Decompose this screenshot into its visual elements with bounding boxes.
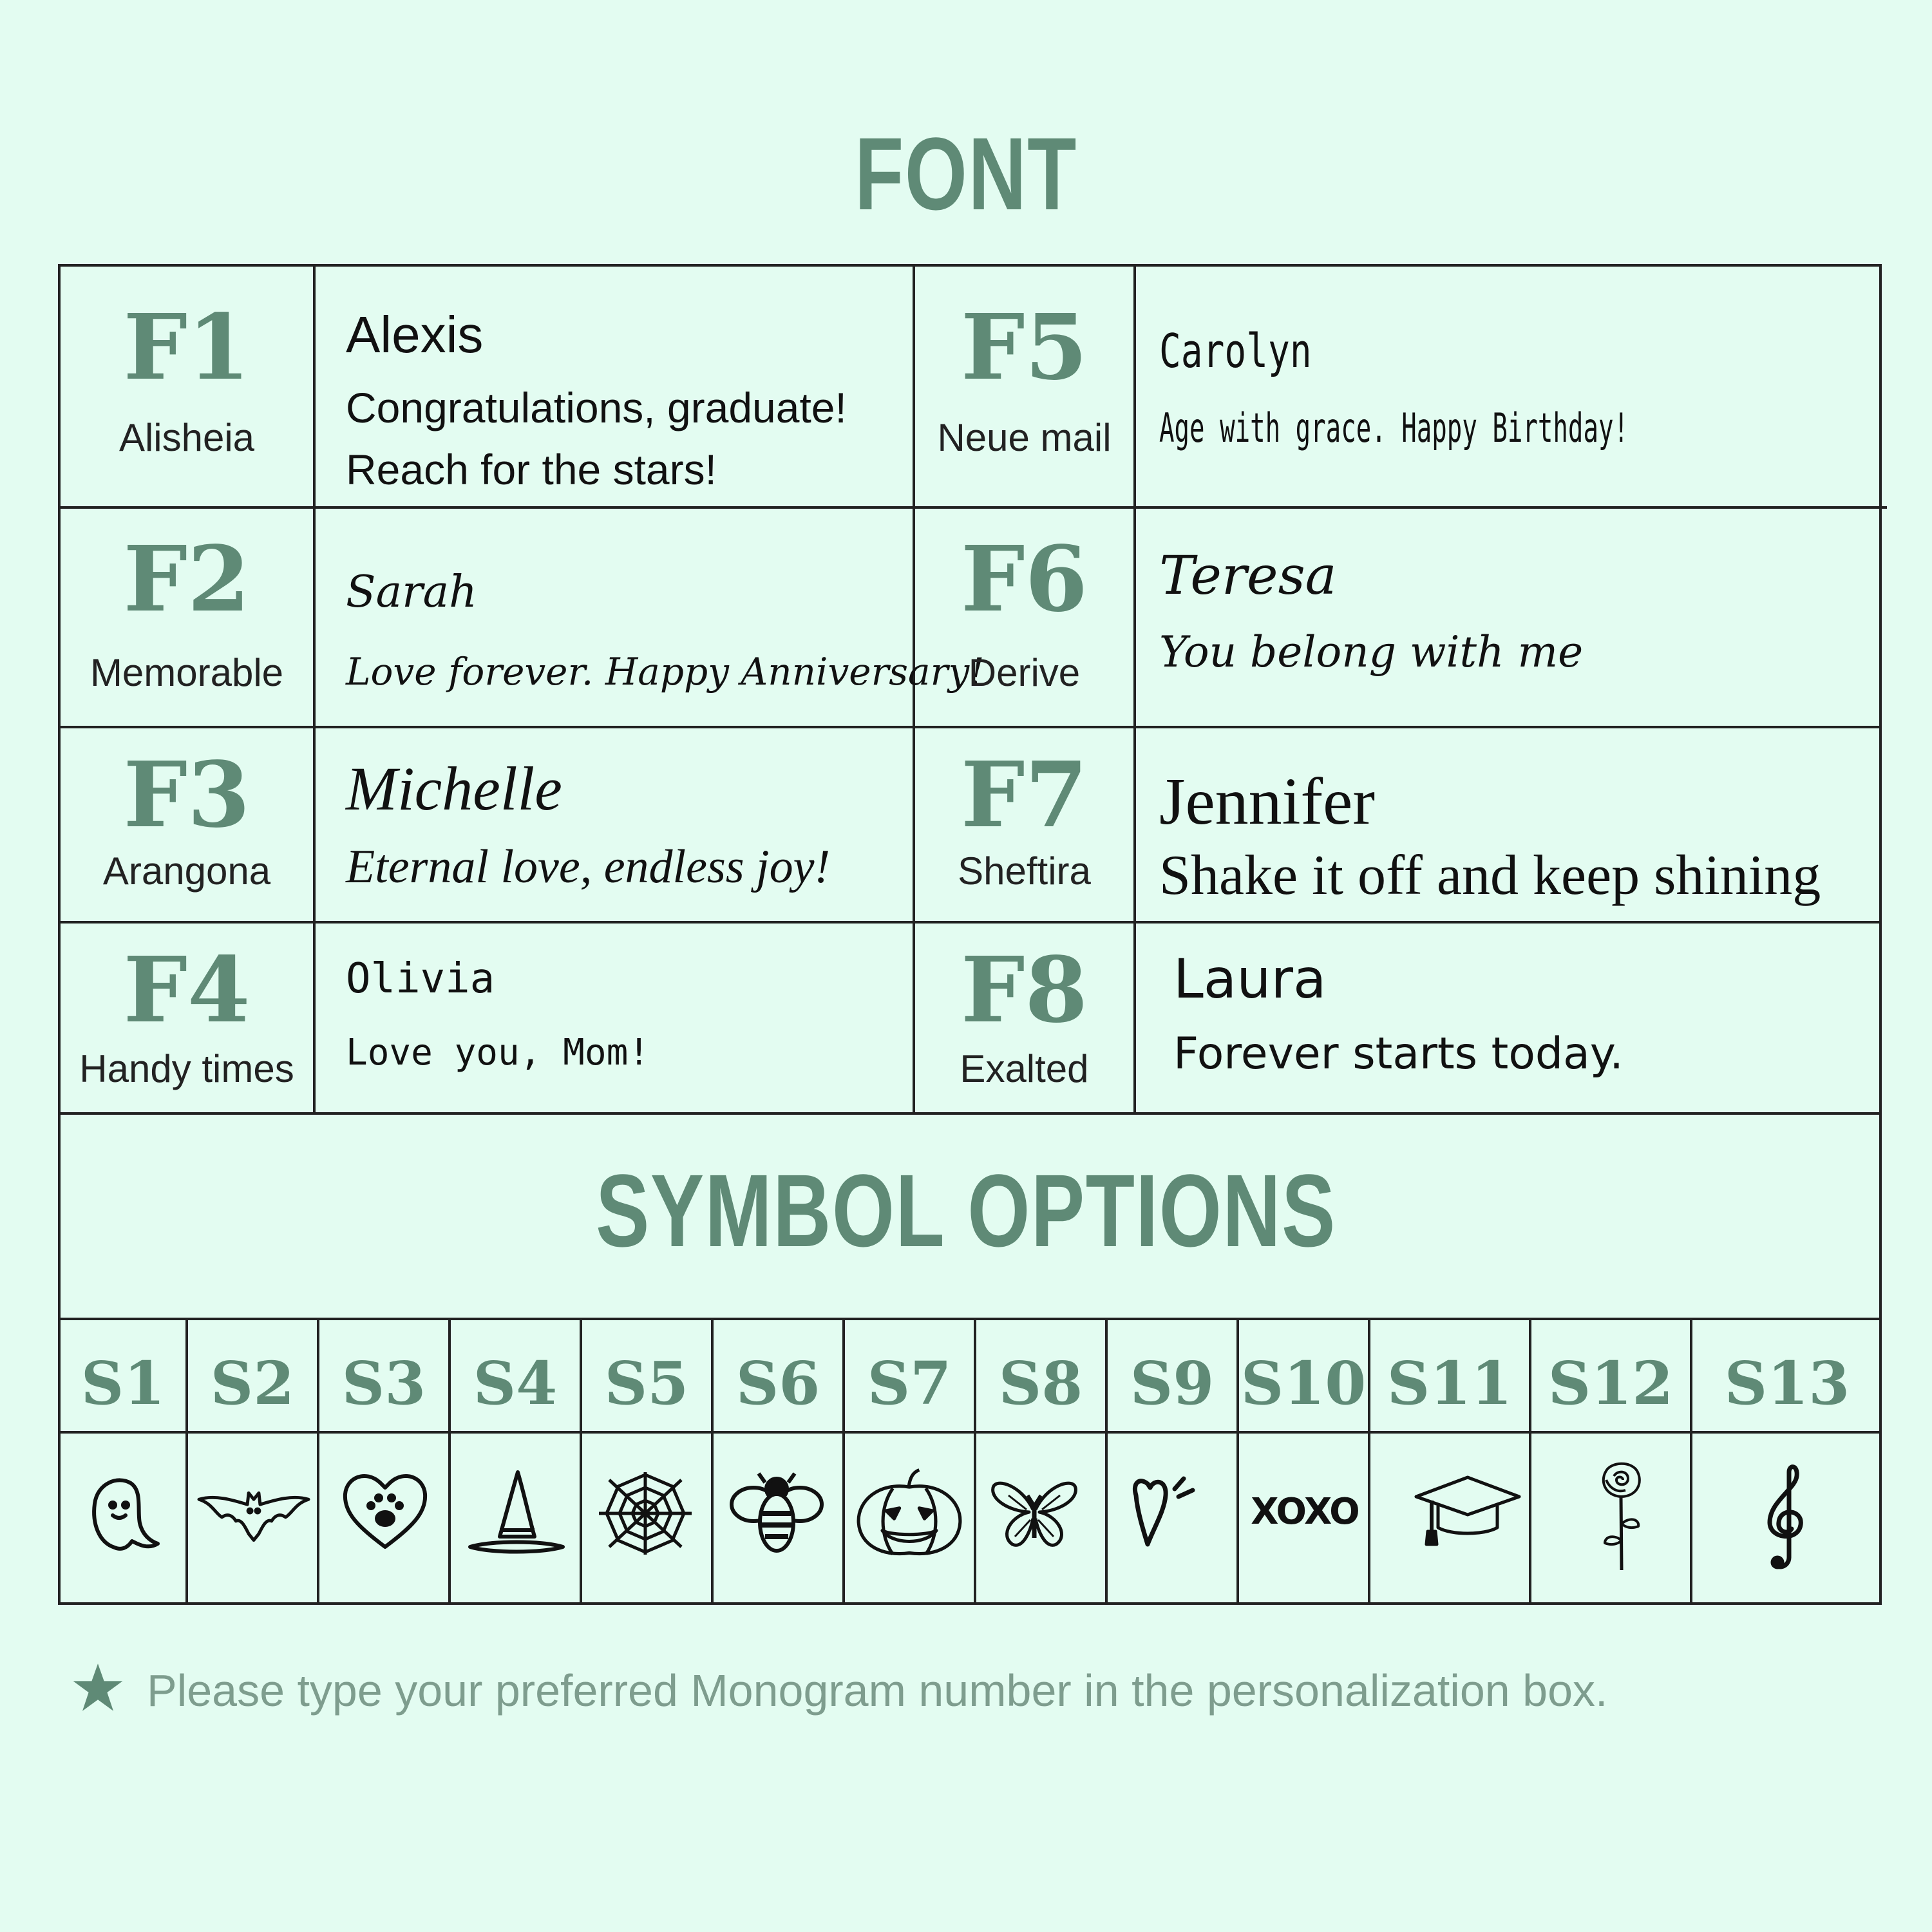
font-sample-line: Carolyn — [1159, 324, 1312, 378]
symbol-code: S5 — [604, 1349, 689, 1418]
row-divider — [58, 726, 1882, 728]
font-name: Arangona — [102, 849, 271, 893]
row-divider — [58, 921, 1882, 923]
font-sample-line: Congratulations, graduate! — [346, 384, 847, 431]
font-name: Neue mail — [937, 416, 1112, 459]
font-sample-line: Age with grace. Happy Birthday! — [1159, 404, 1629, 451]
ghost-icon — [84, 1472, 164, 1555]
font-name: Alisheia — [118, 416, 255, 459]
symbol-code: S3 — [341, 1349, 426, 1418]
witch-hat-icon — [465, 1468, 568, 1558]
font-name: Memorable — [90, 651, 284, 694]
row-divider — [58, 506, 1887, 509]
font-sample-line: Laura — [1173, 947, 1327, 1010]
symbol-code: S11 — [1387, 1349, 1513, 1418]
font-code: F4 — [123, 938, 251, 1043]
font-sample-line: Michelle — [346, 754, 562, 823]
star-icon — [72, 1662, 124, 1713]
symbol-code: S10 — [1240, 1349, 1367, 1418]
row-divider — [58, 1318, 1882, 1320]
font-sample-line: Love forever. Happy Anniversary! — [346, 650, 985, 694]
xoxo-icon: XOXO — [1251, 1491, 1359, 1533]
font-sample-line: Sarah — [346, 567, 477, 618]
butterfly-icon — [989, 1473, 1079, 1553]
symbol-code: S1 — [80, 1349, 166, 1418]
row-divider — [58, 1431, 1882, 1434]
font-sample-line: Forever starts today. — [1173, 1028, 1624, 1079]
font-code: F7 — [961, 743, 1088, 848]
font-code: F3 — [123, 743, 251, 848]
font-code: F2 — [123, 527, 251, 632]
bat-icon — [196, 1481, 311, 1546]
treble-clef-icon — [1759, 1461, 1814, 1577]
font-name: Sheftira — [958, 849, 1091, 893]
rose-icon — [1592, 1457, 1650, 1573]
col-divider — [1133, 264, 1136, 1113]
symbol-code: S8 — [998, 1349, 1083, 1418]
spider-web-icon — [594, 1468, 697, 1558]
font-name: Exalted — [960, 1047, 1089, 1090]
symbol-code: S9 — [1130, 1349, 1215, 1418]
font-code: F1 — [123, 295, 251, 401]
font-code: F6 — [961, 527, 1088, 632]
symbol-code: S2 — [210, 1349, 295, 1418]
font-sample-line: Teresa — [1159, 545, 1337, 607]
bee-icon — [725, 1468, 828, 1558]
font-sample-line: You belong with me — [1159, 627, 1584, 677]
symbol-code: S13 — [1724, 1349, 1850, 1418]
font-sample-line: Alexis — [346, 306, 484, 363]
col-divider — [313, 264, 316, 1113]
font-sample-line: Olivia — [346, 955, 495, 1003]
font-sample-line: Eternal love, endless joy! — [346, 840, 831, 893]
symbol-section-title: SYMBOL OPTIONS — [596, 1153, 1336, 1268]
footer-note: Please type your preferred Monogram number in the personalization box. — [147, 1665, 1608, 1716]
symbol-code: S7 — [867, 1349, 952, 1418]
heart-doodle-icon — [1128, 1470, 1199, 1553]
symbol-code: S4 — [473, 1349, 558, 1418]
pumpkin-icon — [853, 1467, 965, 1560]
symbol-code: S12 — [1548, 1349, 1674, 1418]
font-name: Derive — [968, 651, 1081, 694]
symbol-code: S6 — [735, 1349, 820, 1418]
font-sample-line: Reach for the stars! — [346, 446, 717, 493]
font-name: Handy times — [79, 1047, 294, 1090]
font-sample-line: Love you, Mom! — [346, 1032, 650, 1074]
font-code: F8 — [961, 938, 1088, 1043]
row-divider — [58, 1112, 1882, 1115]
font-code: F5 — [961, 295, 1088, 401]
paw-heart-icon — [338, 1468, 432, 1552]
font-section-title: FONT — [855, 116, 1077, 231]
font-sample-line: Jennifer — [1159, 764, 1375, 838]
graduation-cap-icon — [1412, 1468, 1522, 1552]
font-sample-line: Shake it off and keep shining — [1159, 844, 1821, 907]
